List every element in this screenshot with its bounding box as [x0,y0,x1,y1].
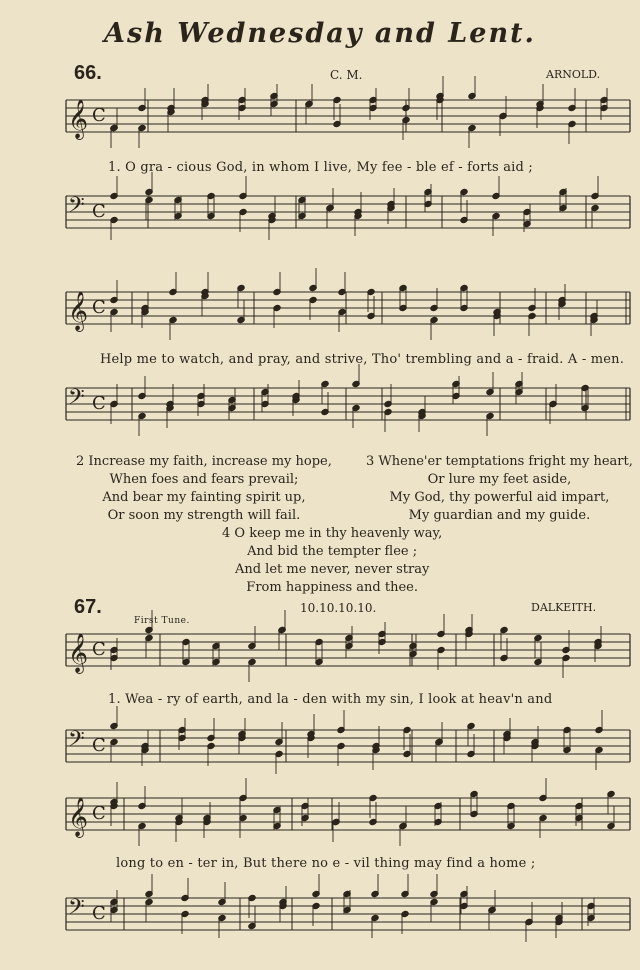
verse-4-line-4: From happiness and thee. [246,580,418,595]
hymn-66-verse-3 [366,453,633,525]
hymn-67-subtitle: First Tune. [134,616,190,626]
verse-2-line-1: 2 Increase my faith, increase my hope, [76,454,332,469]
svg-text:C: C [92,903,106,924]
verse-2-line-2: When foes and fears prevail; [109,472,299,487]
verse-2-line-4: Or soon my strength will fail. [107,508,301,523]
svg-text:𝄢: 𝄢 [68,193,85,223]
hymn-66-number: 66. [74,62,102,84]
hymn-67-lyric-line-1: 1. Wea - ry of earth, and la - den with my sin, I look at heav'n and [108,692,553,707]
hymn-67-lyric-line-2: long to en - ter in, But there no e - vil thing may find a home ; [116,856,536,871]
hymn-66-verse-4 [222,525,442,597]
hymn-66-lyric-line-1: 1. O gra - cious God, in whom I live, My fee - ble ef - forts aid ; [108,160,533,175]
svg-text:C: C [92,803,106,824]
svg-text:C: C [92,639,106,660]
svg-text:𝄢: 𝄢 [68,385,85,415]
verse-3-line-3: My God, thy powerful aid impart, [389,490,610,505]
svg-text:C: C [92,105,106,126]
hymn-66-verse-2 [76,453,332,525]
hymn-67-meter: 10.10.10.10. [300,601,377,615]
hymn-66-meter: C. M. [330,68,363,82]
hymn-67-tune: DALKEITH. [531,601,597,614]
verse-2-line-3: And bear my fainting spirit up, [102,490,306,505]
verse-4-line-3: And let me never, never stray [234,562,430,577]
page-title: Ash Wednesday and Lent. [104,18,536,49]
verse-4-line-1: 4 O keep me in thy heavenly way, [222,526,443,541]
svg-text:C: C [92,735,106,756]
svg-text:C: C [92,297,106,318]
svg-text:𝄞: 𝄞 [68,291,89,331]
svg-text:𝄞: 𝄞 [68,633,89,673]
svg-text:𝄞: 𝄞 [68,99,89,139]
svg-text:𝄢: 𝄢 [68,895,85,925]
svg-text:𝄢: 𝄢 [68,727,85,757]
hymn-67-number: 67. [74,596,102,618]
verse-3-line-2: Or lure my feet aside, [427,472,572,487]
verse-3-line-1: 3 Whene'er temptations fright my heart, [366,454,633,469]
verse-3-line-4: My guardian and my guide. [408,508,591,523]
svg-text:𝄞: 𝄞 [68,797,89,837]
hymn-66-tune: ARNOLD. [546,68,601,81]
verse-4-line-2: And bid the tempter flee ; [247,544,418,559]
svg-text:C: C [92,201,106,222]
hymn-66-lyric-line-2: Help me to watch, and pray, and strive, Tho' trembling and a - fraid. A - men. [100,352,625,367]
svg-text:C: C [92,393,106,414]
